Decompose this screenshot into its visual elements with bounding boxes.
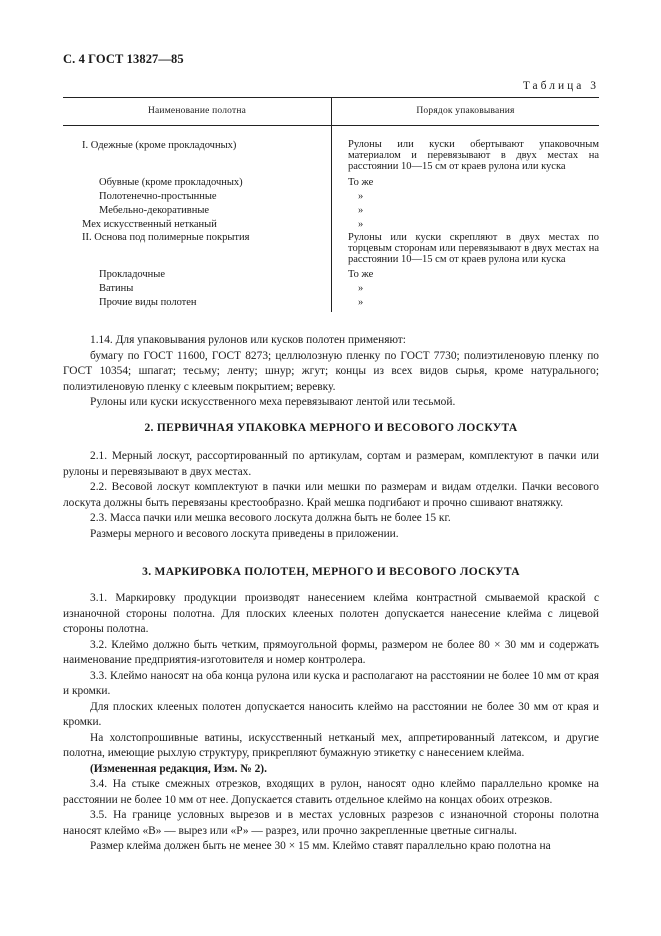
paragraph: Для плоских клееных полотен допускается наносить клеймо на расстоянии не более 30 мм от края и кромки. bbox=[63, 700, 599, 728]
table-cell-method: Рулоны или куски обертывают упаковочным материалом и перевязывают в двух местах на расстоянии 10—15 см от краев рулона или куска bbox=[348, 139, 599, 172]
table-column-divider bbox=[331, 97, 332, 312]
table-cell-name: Мех искусственный нетканый bbox=[82, 219, 217, 230]
table-cell-name: Прочие виды полотен bbox=[99, 297, 197, 308]
table-cell-method: » bbox=[358, 205, 364, 216]
paragraph: 3.4. На стыке смежных отрезков, входящих в рулон, наносят одно клеймо параллельно кромке на расстоянии не более 10 мм от нее. Допускается ставить отдельное клеймо на концах обоих отрезков. bbox=[63, 778, 599, 806]
table-cell-method: » bbox=[358, 219, 364, 230]
table-cell-name: II. Основа под полимерные покрытия bbox=[82, 232, 250, 243]
paragraph: 3.1. Маркировку продукции производят нанесением клейма контрастной смываемой краской с изнаночной стороны полотна. Для плоских клееных полотен допускается нанесение клейма с лицевой стороны полотна. bbox=[63, 592, 599, 635]
paragraph: 2.2. Весовой лоскут комплектуют в пачки или мешки по размерам и видам отделки. Пачки весового лоскута должны быть перевязаны крестообразно. Край мешка подгибают и прочно сшивают внатяжку. bbox=[63, 481, 599, 509]
page-header: С. 4 ГОСТ 13827—85 bbox=[63, 52, 184, 66]
paragraph: 2.1. Мерный лоскут, рассортированный по артикулам, сортам и размерам, комплектуют в пачки или рулоны и перевязывают в двух местах. bbox=[63, 450, 599, 478]
paragraph: Рулоны или куски искусственного меха перевязывают лентой или тесьмой. bbox=[90, 396, 456, 408]
paragraph: 2.3. Масса пачки или мешка весового лоскута должна быть не более 15 кг. bbox=[90, 512, 451, 524]
table-cell-name: I. Одежные (кроме прокладочных) bbox=[82, 140, 237, 151]
table-cell-name: Ватины bbox=[99, 283, 134, 294]
table-cell-name: Обувные (кроме прокладочных) bbox=[99, 177, 243, 188]
paragraph: На холстопрошивные ватины, искусственный нетканый мех, аппретированный латексом, и другие полотна, имеющие рыхлую структуру, прикрепляют бумажную этикетку с нанесением клейма. bbox=[63, 731, 599, 759]
table-cell-name: Прокладочные bbox=[99, 269, 166, 280]
paragraph: 1.14. Для упаковывания рулонов или кусков полотен применяют: bbox=[90, 334, 406, 346]
table-cell-name: Полотенечно-простынные bbox=[99, 191, 217, 202]
table-header-method: Порядок упаковывания bbox=[416, 106, 515, 116]
table-cell-method: То же bbox=[348, 269, 374, 280]
amendment-note: (Измененная редакция, Изм. № 2). bbox=[90, 762, 267, 775]
paragraph: 3.3. Клеймо наносят на оба конца рулона или куска и располагают на расстоянии не более 10 мм от края и кромки. bbox=[63, 669, 599, 697]
clause-1-14 bbox=[63, 333, 599, 411]
paragraph: бумагу по ГОСТ 11600, ГОСТ 8273; целлюлозную пленку по ГОСТ 7730; полиэтиленовую пленку по ГОСТ 10354; шпагат; тесьму; ленту; шнур; жгут; концы из всех видов сырья, кроме натурального; полиэтиленовую пленку с клеевым покрытием; веревку. bbox=[63, 349, 599, 393]
section-2-title: 2. ПЕРВИЧНАЯ УПАКОВКА МЕРНОГО И ВЕСОВОГО ЛОСКУТА bbox=[144, 422, 518, 434]
table-cell-method: То же bbox=[348, 177, 374, 188]
table-cell-method: Рулоны или куски скрепляют в двух местах по торцевым сторонам или перевязывают в двух местах на расстоянии 10—15 см от краев рулона или куска bbox=[348, 232, 599, 265]
section-3-body bbox=[63, 591, 599, 855]
section-3-title: 3. МАРКИРОВКА ПОЛОТЕН, МЕРНОГО И ВЕСОВОГО ЛОСКУТА bbox=[142, 566, 520, 578]
table-cell-method: » bbox=[358, 191, 364, 202]
section-2-body bbox=[63, 449, 599, 542]
paragraph: Размер клейма должен быть не менее 30 × 15 мм. Клеймо ставят параллельно краю полотна на bbox=[90, 840, 551, 852]
table-cell-name: Мебельно-декоративные bbox=[99, 205, 210, 216]
paragraph: 3.2. Клеймо должно быть четким, прямоугольной формы, размером не более 80 × 30 мм и содержать наименование предприятия-изготовителя и номер контролера. bbox=[63, 638, 599, 666]
paragraph: Размеры мерного и весового лоскута приведены в приложении. bbox=[90, 527, 399, 540]
table-cell-method: » bbox=[358, 283, 364, 294]
table-header-name: Наименование полотна bbox=[147, 106, 247, 116]
paragraph: 3.5. На границе условных вырезов и в местах условных разрезов с изнаночной стороны полотна наносят клеймо «В» — вырез или «Р» — разрез, или прочно закрепленные цветные сигналы. bbox=[63, 809, 599, 837]
packaging-table bbox=[63, 97, 599, 312]
table-label: Таблица 3 bbox=[522, 80, 599, 92]
table-cell-method: » bbox=[358, 297, 364, 308]
